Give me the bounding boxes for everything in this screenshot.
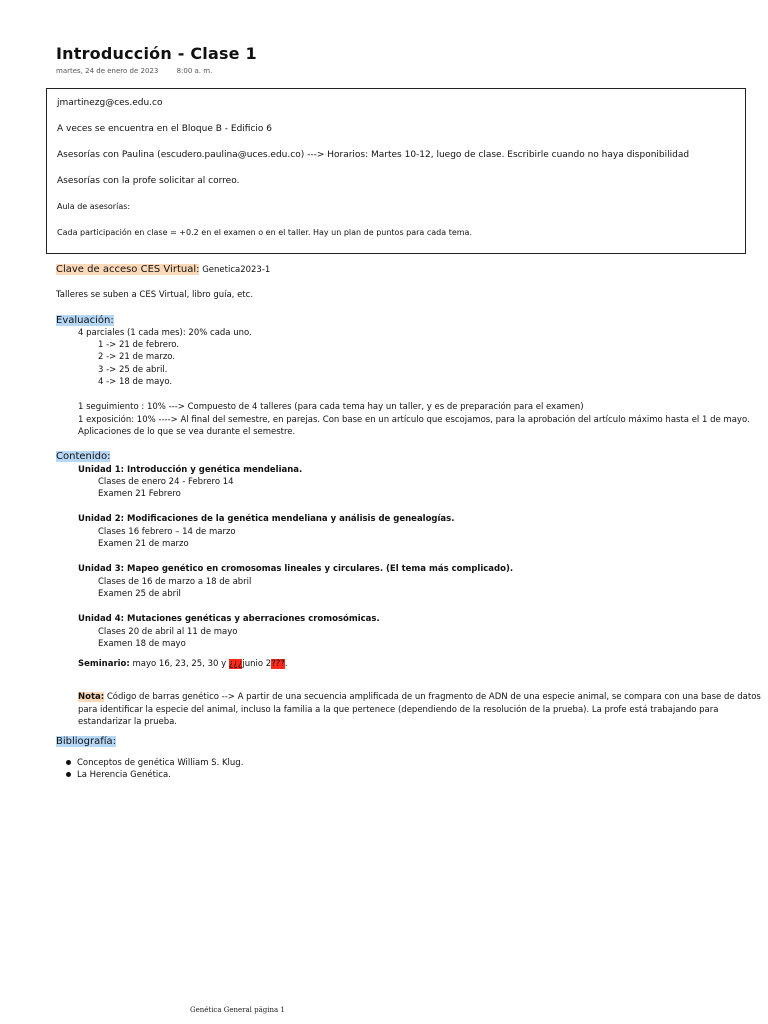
seminar-label: Seminario: (78, 659, 130, 670)
unit-exam: Examen 21 de marzo (98, 539, 189, 550)
seminar-flag: ??? (271, 659, 285, 670)
unit-classes: Clases 16 febrero – 14 de marzo (98, 526, 236, 537)
partial-date: 1 -> 21 de febrero. (98, 340, 180, 351)
note-text: Código de barras genético --> A partir de una secuencia amplificada de un fragmento de ADN de una especie animal, se compara con una base de datos para identificar la especie del animal, incluso la familia a la que pertenece (dependiendo de la resolución de la prueba). La profe está trabajando para estandarizar la prueba. (78, 692, 761, 728)
exposition-line: 1 exposición: 10% ----> Al final del semestre, en parejas. Con base en un artículo que escojamos, para la aprobación del artículo máximo hasta el 1 de mayo. (78, 414, 750, 425)
content-heading: Contenido: (56, 451, 111, 463)
unit-exam: Examen 25 de abril (98, 588, 181, 599)
bibliography-heading: Bibliografía: (56, 736, 117, 748)
advising-paulina: Asesorías con Paulina (escudero.paulina@uces.edu.co) ---> Horarios: Martes 10-12, luego de clase. Escribirle cuando no haya disponibilidad (57, 150, 690, 160)
page-date: martes, 24 de enero de 2023 (56, 67, 159, 75)
page-meta (56, 67, 212, 75)
info-box (46, 88, 746, 254)
unit-exam: Examen 18 de mayo (98, 638, 186, 649)
page-footer: Genética General página 1 (190, 1006, 285, 1014)
partials-line: 4 parciales (1 cada mes): 20% cada uno. (78, 327, 252, 338)
seminar-line (56, 658, 768, 670)
evaluation-heading: Evaluación: (56, 314, 114, 326)
unit-classes: Clases de 16 de marzo a 18 de abril (98, 576, 252, 587)
seminar-june: junio 2 (242, 659, 272, 670)
followup-line: 1 seguimiento : 10% ---> Compuesto de 4 talleres (para cada tema hay un taller, y es de preparación para el examen) (78, 402, 584, 413)
location-note: A veces se encuentra en el Bloque B - Edificio 6 (57, 124, 272, 134)
seminar-flag: ¿¿¿ (228, 659, 243, 670)
unit-classes: Clases de enero 24 - Febrero 14 (98, 476, 234, 487)
unit-classes: Clases 20 de abril al 11 de mayo (98, 626, 238, 637)
note-label: Nota: (78, 692, 105, 703)
bibliography-list (56, 757, 768, 782)
page-time: 8:00 a. m. (176, 67, 213, 75)
note-paragraph (56, 691, 768, 728)
workshops-note: Talleres se suben a CES Virtual, libro guía, etc. (56, 290, 254, 301)
partial-date: 2 -> 21 de marzo. (98, 352, 176, 363)
contact-email: jmartinezg@ces.edu.co (57, 98, 163, 108)
participation-note: Cada participación en clase = +0.2 en el examen o en el taller. Hay un plan de puntos para cada tema. (57, 228, 472, 237)
unit-title: Unidad 2: Modificaciones de la genética mendeliana y análisis de genealogías. (78, 514, 455, 525)
access-line (56, 264, 768, 276)
seminar-dates: mayo 16, 23, 25, 30 y (129, 659, 229, 670)
advising-room: Aula de asesorías: (57, 202, 131, 211)
page-title: Introducción - Clase 1 (56, 44, 257, 63)
unit-title: Unidad 1: Introducción y genética mendeliana. (78, 464, 303, 475)
unit-title: Unidad 4: Mutaciones genéticas y aberraciones cromosómicas. (78, 614, 380, 625)
partial-date: 4 -> 18 de mayo. (98, 377, 173, 388)
applications-line: Aplicaciones de lo que se vea durante el semestre. (78, 426, 296, 437)
unit-exam: Examen 21 Febrero (98, 489, 181, 500)
unit-title: Unidad 3: Mapeo genético en cromosomas lineales y circulares. (El tema más complicado). (78, 564, 514, 575)
seminar-end: . (284, 659, 288, 670)
partial-date: 3 -> 25 de abril. (98, 364, 168, 375)
access-value: Genetica2023-1 (202, 265, 271, 275)
advising-prof: Asesorías con la profe solicitar al correo. (57, 176, 240, 186)
list-item: La Herencia Genética. (66, 769, 768, 781)
access-label: Clave de acceso CES Virtual: (56, 264, 200, 275)
notes-body (56, 264, 768, 781)
list-item: Conceptos de genética William S. Klug. (66, 757, 768, 769)
